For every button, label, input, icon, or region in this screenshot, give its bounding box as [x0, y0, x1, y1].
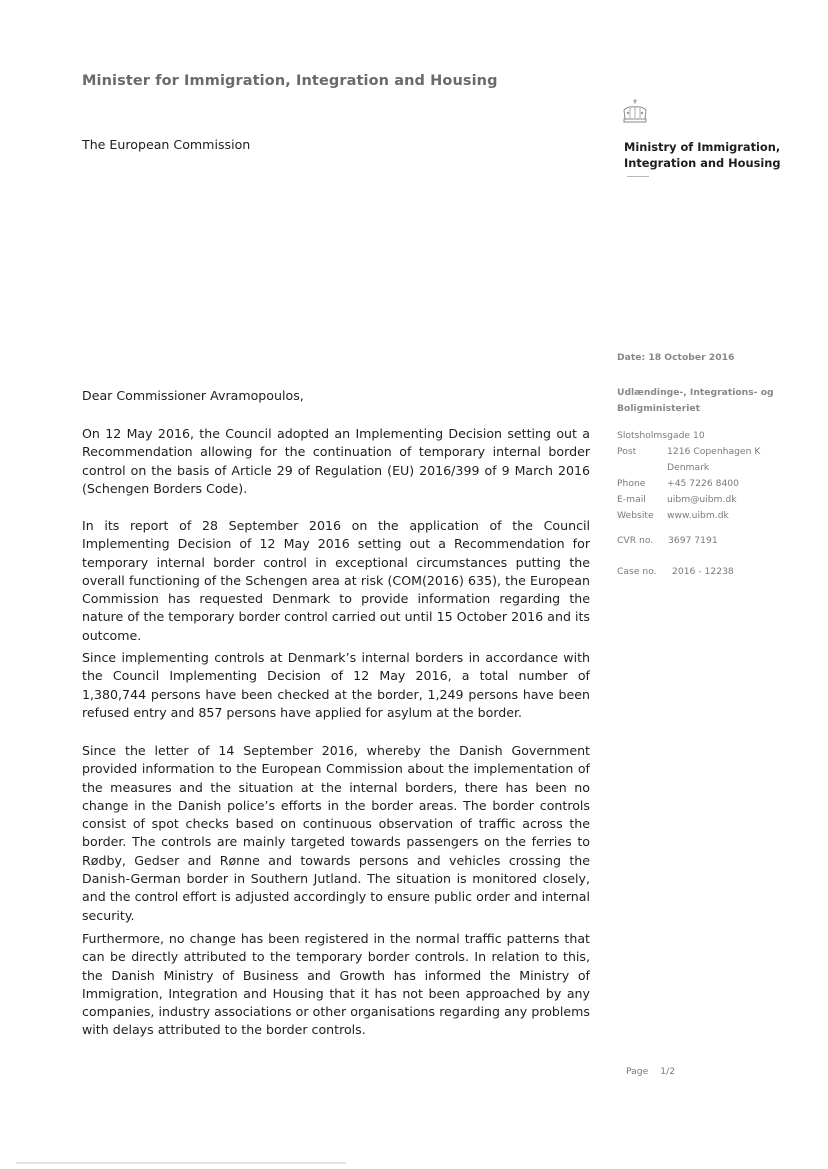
royal-crown-crest-icon: [620, 98, 650, 128]
website-row: [617, 508, 777, 524]
post-row: [617, 444, 777, 460]
website-label: Website: [617, 510, 654, 521]
letterhead-title: Minister for Immigration, Integration and Housing: [82, 73, 498, 89]
case-value: 2016 - 12238: [672, 566, 734, 577]
post-label: Post: [617, 446, 637, 457]
website-value: www.uibm.dk: [667, 510, 729, 521]
case-row: [617, 566, 734, 577]
country-value: Denmark: [667, 462, 710, 473]
organisation-name-line-1: Udlændinge-, Integrations- og: [617, 387, 774, 398]
salutation: Dear Commissioner Avramopoulos,: [82, 388, 304, 403]
street-address: Slotsholmsgade 10: [617, 430, 705, 441]
email-row: [617, 492, 777, 508]
scan-edge-line: [16, 1162, 346, 1164]
page-number: [626, 1066, 675, 1077]
email-value: uibm@uibm.dk: [667, 494, 737, 505]
phone-value: +45 7226 8400: [667, 478, 739, 489]
post-value: 1216 Copenhagen K: [667, 446, 761, 457]
country-row: [617, 460, 777, 476]
paragraph-2: In its report of 28 September 2016 on the application of the Council Implementing Decision of 12 May 2016 setting out a Recommendation for temporary internal border control in exceptional circumstances putting the overall functioning of the Schengen area at risk (COM(2016) 635), the European Commission has requested Denmark to provide information regarding the nature of the temporary border control carried out until 15 October 2016 and its outcome.: [82, 518, 590, 643]
cvr-value: 3697 7191: [668, 535, 718, 546]
phone-label: Phone: [617, 478, 646, 489]
recipient-address: The European Commission: [82, 137, 251, 152]
divider: [627, 176, 649, 177]
case-label: Case no.: [617, 566, 657, 577]
cvr-label: CVR no.: [617, 535, 654, 546]
contact-block: [617, 428, 777, 524]
ministry-name-line-2: Integration and Housing: [624, 156, 781, 170]
page-label: Page: [626, 1066, 649, 1077]
cvr-row: [617, 535, 718, 546]
ministry-name: [624, 139, 781, 171]
email-label: E-mail: [617, 494, 646, 505]
paragraph-3: Since implementing controls at Denmark’s internal borders in accordance with the Council Implementing Decision of 12 May 2016, a total number of 1,380,744 persons have been checked at the border, 1,249 persons have been refused entry and 857 persons have applied for asylum at the border.: [82, 650, 590, 720]
letter-date: Date: 18 October 2016: [617, 352, 735, 363]
organisation-name: [617, 385, 774, 417]
organisation-name-line-2: Boligministeriet: [617, 403, 700, 414]
paragraph-1: On 12 May 2016, the Council adopted an Implementing Decision setting out a Recommendation allowing for the continuation of temporary internal border control on the basis of Article 29 of Regulation (EU) 2016/399 of 9 March 2016 (Schengen Borders Code).: [82, 426, 590, 496]
ministry-name-line-1: Ministry of Immigration,: [624, 140, 781, 154]
paragraph-5: Furthermore, no change has been registered in the normal traffic patterns that can be directly attributed to the temporary border controls. In relation to this, the Danish Ministry of Business and Growth has informed the Ministry of Immigration, Integration and Housing that it has not been approached by any companies, industry associations or other organisations regarding any problems with delays attributed to the border controls.: [82, 931, 590, 1038]
paragraph-4: Since the letter of 14 September 2016, whereby the Danish Government provided information to the European Commission about the implementation of the measures and the situation at the internal borders, there has been no change in the Danish police’s efforts in the border areas. The border controls consist of spot checks based on continuous observation of traffic across the border. The controls are mainly targeted towards passengers on the ferries to Rødby, Gedser and Rønne and towards persons and vehicles crossing the Danish-German border in Southern Jutland. The situation is monitored closely, and the control effort is adjusted accordingly to ensure public order and internal security.: [82, 743, 590, 923]
page-value: 1/2: [660, 1066, 676, 1077]
phone-row: [617, 476, 777, 492]
